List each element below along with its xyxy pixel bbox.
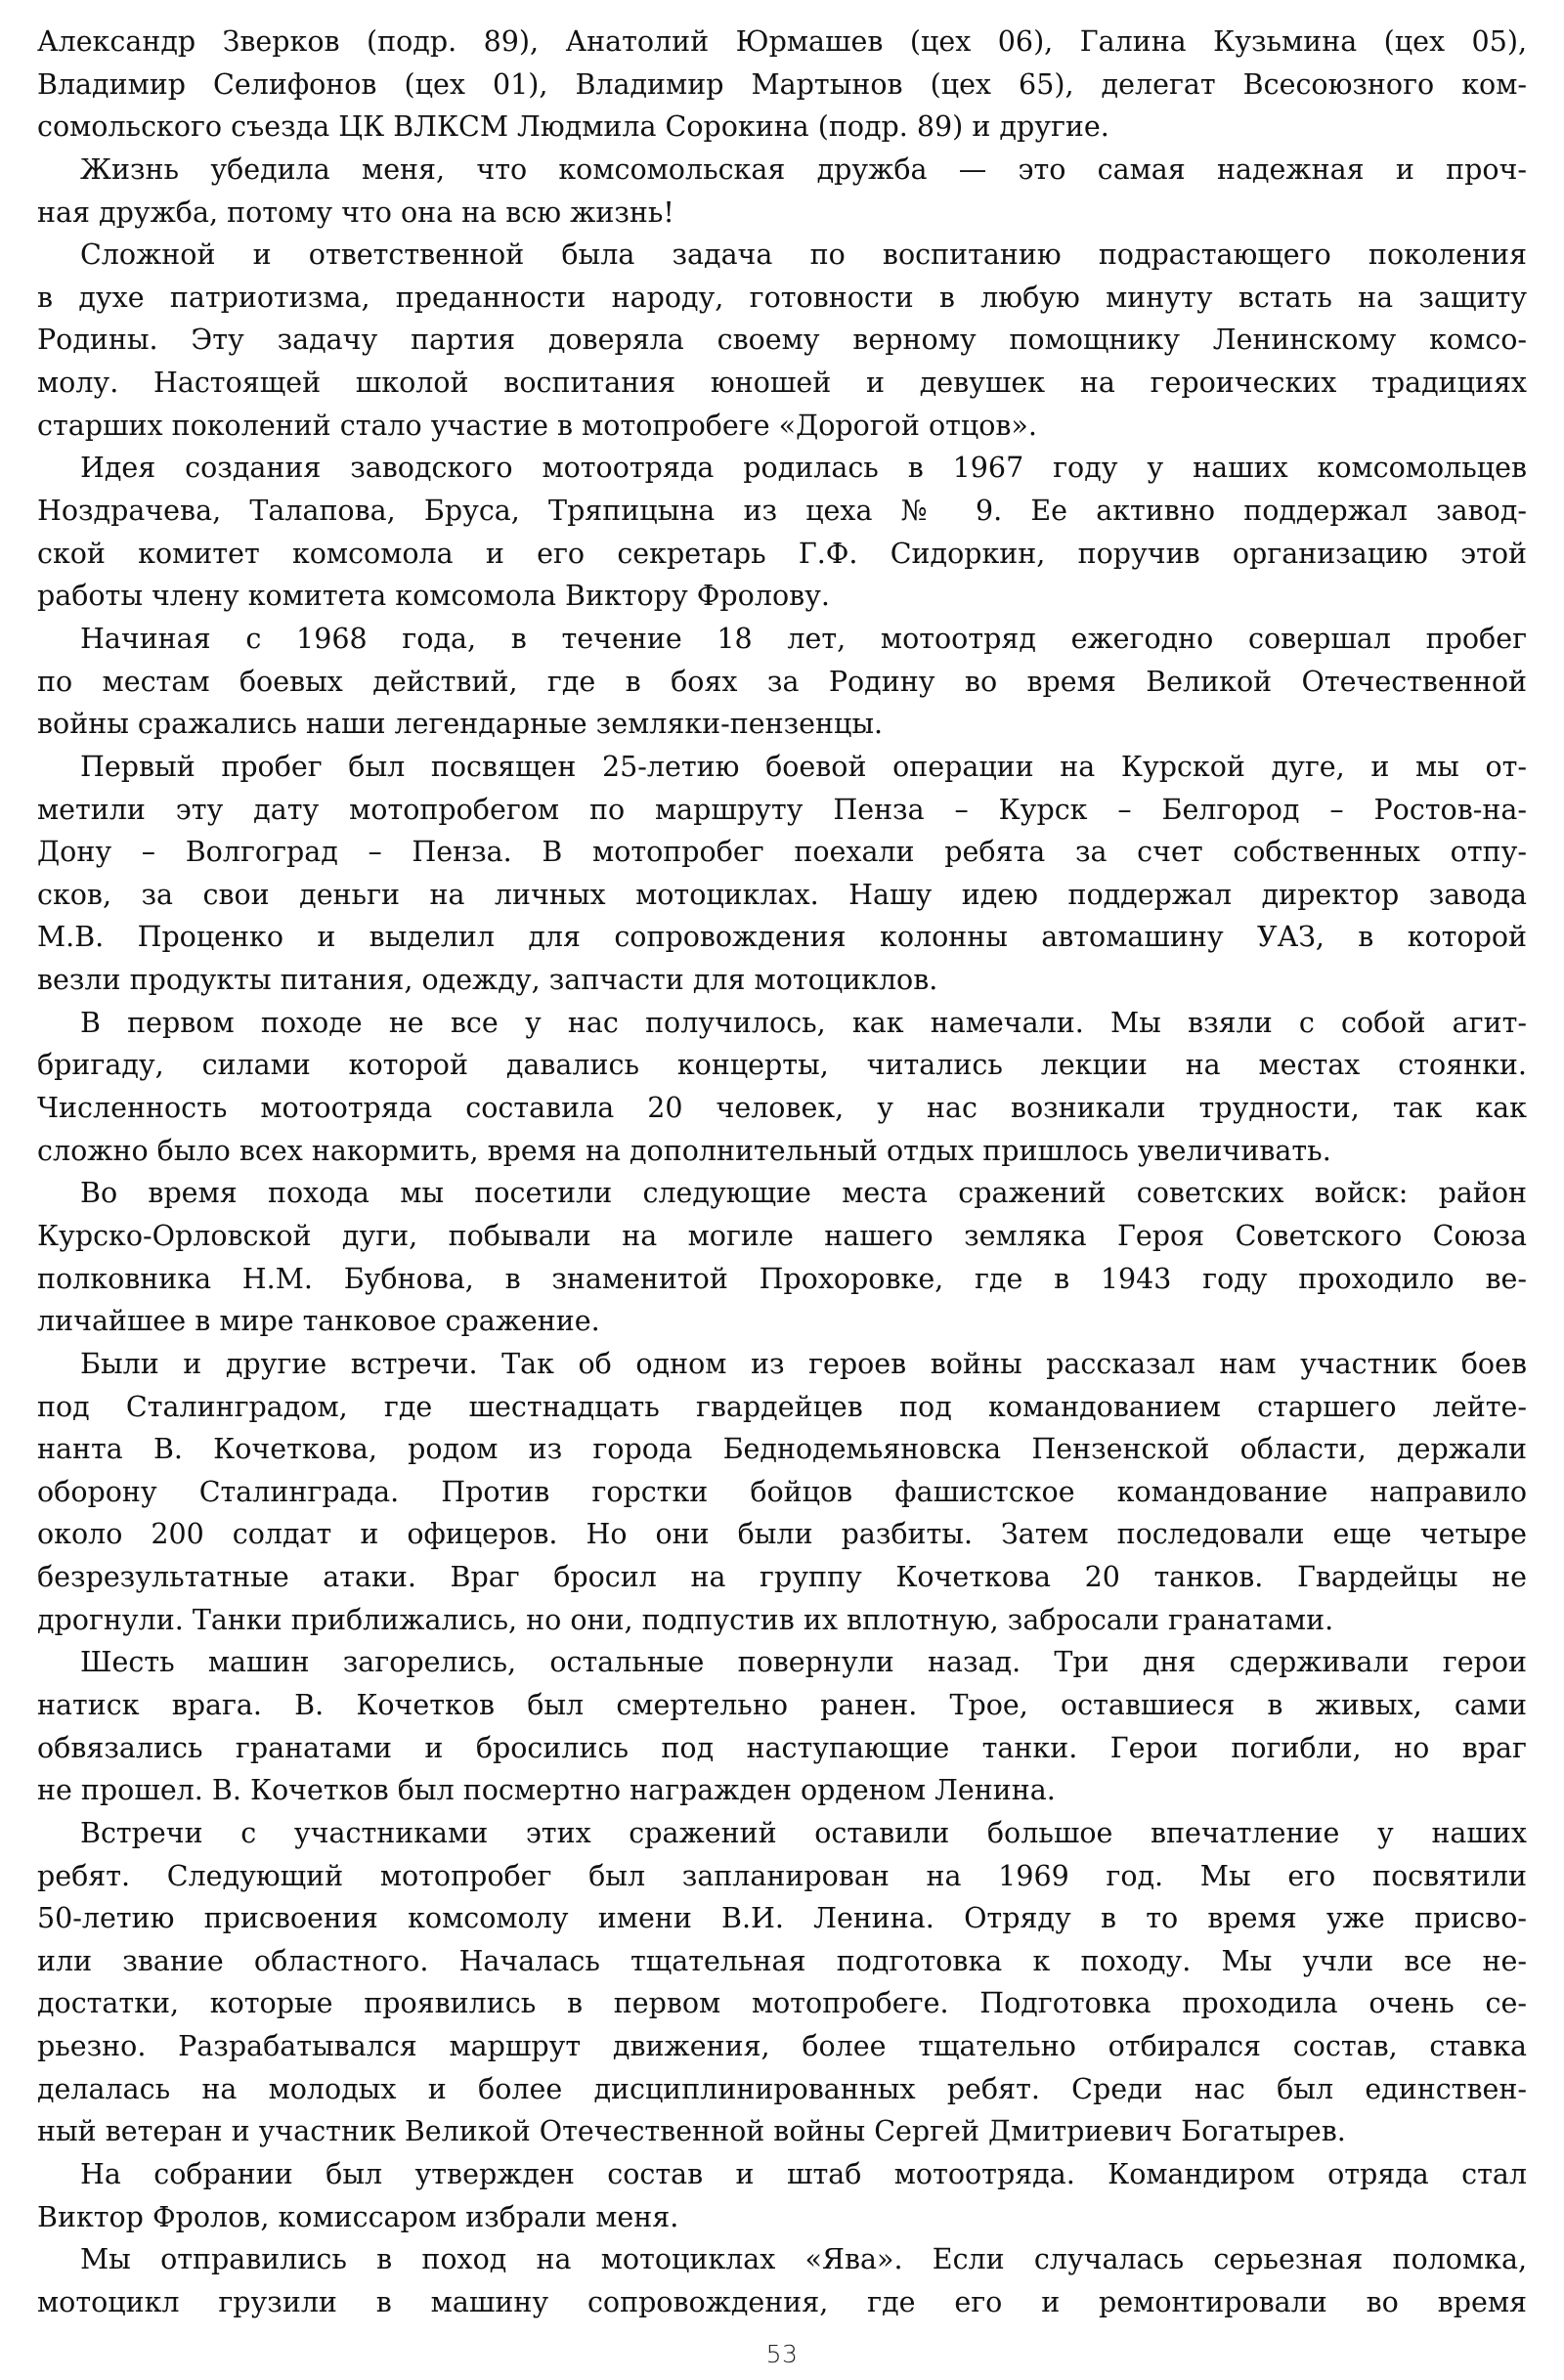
text-line: сомольского съезда ЦК ВЛКСМ Людмила Сорокина (подр. 89) и другие.: [37, 110, 1109, 144]
paragraph: [37, 2238, 1527, 2323]
text-line: сложно было всех накормить, время на дополнительный отдых пришлось увеличивать.: [37, 1134, 1331, 1167]
text-line: дрогнули. Танки приближались, но они, подпустив их вплотную, забросали гранатами.: [37, 1603, 1334, 1636]
paragraph: [37, 618, 1527, 746]
text-line: молу. Настоящей школой воспитания юношей и девушек на героических традициях: [37, 367, 1527, 400]
text-line: В первом походе не все у нас получилось, как намечали. Мы взяли с собой агит-: [80, 1006, 1527, 1039]
text-line: Численность мотоотряда составила 20 человек, у нас возникали трудности, так как: [37, 1092, 1527, 1125]
text-line: Сложной и ответственной была задача по воспитанию подрастающего поколения: [80, 238, 1527, 272]
text-line: Шесть машин загорелись, остальные повернули назад. Три дня сдерживали герои: [80, 1646, 1527, 1679]
text-line: Мы отправились в поход на мотоциклах «Ява». Если случалась серьезная поломка,: [80, 2243, 1527, 2276]
paragraph: [37, 149, 1527, 234]
text-line: Родины. Эту задачу партия доверяла своему верному помощнику Ленинскому комсо-: [37, 324, 1527, 357]
page-body-text: [37, 21, 1527, 2324]
text-line: натиск врага. В. Кочетков был смертельно ранен. Трое, оставшиеся в живых, сами: [37, 1688, 1527, 1721]
paragraph: [37, 1812, 1527, 2153]
text-line: ная дружба, потому что она на всю жизнь!: [37, 195, 674, 229]
text-line: Ноздрачева, Талапова, Бруса, Тряпицына из цеха № 9. Ее активно поддержал завод-: [37, 495, 1527, 528]
text-line: везли продукты питания, одежду, запчасти для мотоциклов.: [37, 964, 938, 997]
paragraph: [37, 447, 1527, 618]
text-line: Были и другие встречи. Так об одном из героев войны рассказал нам участник боев: [80, 1347, 1527, 1380]
text-line: ный ветеран и участник Великой Отечественной войны Сергей Дмитриевич Богатырев.: [37, 2115, 1346, 2148]
text-line: в духе патриотизма, преданности народу, готовности в любую минуту встать на защиту: [37, 281, 1527, 314]
text-line: обвязались гранатами и бросились под наступающие танки. Герои погибли, но враг: [37, 1731, 1527, 1764]
text-line: Александр Зверков (подр. 89), Анатолий Юрмашев (цех 06), Галина Кузьмина (цех 05),: [37, 25, 1527, 58]
text-line: не прошел. В. Кочетков был посмертно награжден орденом Ленина.: [37, 1774, 1056, 1807]
text-line: работы члену комитета комсомола Виктору Фролову.: [37, 580, 830, 613]
text-line: личайшее в мире танковое сражение.: [37, 1305, 600, 1338]
text-line: Виктор Фролов, комиссаром избрали меня.: [37, 2200, 679, 2233]
text-line: Начиная с 1968 года, в течение 18 лет, мотоотряд ежегодно совершал пробег: [80, 622, 1527, 655]
text-line: оборону Сталинграда. Против горстки бойцов фашистское командование направило: [37, 1475, 1527, 1508]
text-line: полковника Н.М. Бубнова, в знаменитой Прохоровке, где в 1943 году проходило ве-: [37, 1262, 1527, 1295]
text-line: М.В. Проценко и выделил для сопровождения колонны автомашину УАЗ, в которой: [37, 921, 1527, 954]
text-line: Идея создания заводского мотоотряда родилась в 1967 году у наших комсомольцев: [80, 452, 1527, 485]
paragraph: [37, 1343, 1527, 1641]
text-line: На собрании был утвержден состав и штаб мотоотряда. Командиром отряда стал: [80, 2158, 1527, 2191]
text-line: Дону – Волгоград – Пенза. В мотопробег поехали ребята за счет собственных отпу-: [37, 836, 1527, 869]
paragraph: [37, 1172, 1527, 1343]
text-line: старших поколений стало участие в мотопробеге «Дорогой отцов».: [37, 409, 1037, 442]
page-number: 53: [765, 2340, 799, 2368]
paragraph: [37, 2153, 1527, 2238]
text-line: Жизнь убедила меня, что комсомольская дружба — это самая надежная и проч-: [80, 152, 1527, 186]
text-line: под Сталинградом, где шестнадцать гвардейцев под командованием старшего лейте-: [37, 1390, 1527, 1423]
text-line: Встречи с участниками этих сражений оставили большое впечатление у наших: [80, 1816, 1527, 1849]
text-line: или звание областного. Началась тщательная подготовка к походу. Мы учли все не-: [37, 1944, 1527, 1977]
text-line: мотоцикл грузили в машину сопровождения, где его и ремонтировали во время: [37, 2285, 1527, 2318]
text-line: нанта В. Кочеткова, родом из города Беднодемьяновска Пензенской области, держали: [37, 1433, 1527, 1466]
text-line: войны сражались наши легендарные земляки-пензенцы.: [37, 708, 884, 741]
text-line: Первый пробег был посвящен 25-летию боевой операции на Курской дуге, и мы от-: [80, 750, 1527, 783]
paragraph: [37, 1002, 1527, 1173]
text-line: около 200 солдат и офицеров. Но они были разбиты. Затем последовали еще четыре: [37, 1518, 1527, 1551]
text-line: метили эту дату мотопробегом по маршруту Пенза – Курск – Белгород – Ростов-на-: [37, 793, 1527, 826]
text-line: по местам боевых действий, где в боях за Родину во время Великой Отечественной: [37, 665, 1527, 698]
text-line: делалась на молодых и более дисциплинированных ребят. Среди нас был единствен-: [37, 2072, 1527, 2105]
paragraph: [37, 1641, 1527, 1812]
text-line: Во время похода мы посетили следующие места сражений советских войск: район: [80, 1177, 1527, 1210]
text-line: бригаду, силами которой давались концерты, читались лекции на местах стоянки.: [37, 1049, 1527, 1082]
text-line: рьезно. Разрабатывался маршрут движения, более тщательно отбирался состав, ставка: [37, 2030, 1527, 2063]
text-line: Курско-Орловской дуги, побывали на могиле нашего земляка Героя Советского Союза: [37, 1219, 1527, 1252]
paragraph: [37, 234, 1527, 447]
text-line: ской комитет комсомола и его секретарь Г.Ф. Сидоркин, поручив организацию этой: [37, 537, 1527, 570]
paragraph: [37, 21, 1527, 149]
text-line: достатки, которые проявились в первом мотопробеге. Подготовка проходила очень се-: [37, 1987, 1527, 2020]
paragraph: [37, 746, 1527, 1002]
text-line: 50-летию присвоения комсомолу имени В.И. Ленина. Отряду в то время уже присво-: [37, 1902, 1527, 1935]
text-line: безрезультатные атаки. Враг бросил на группу Кочеткова 20 танков. Гвардейцы не: [37, 1561, 1527, 1594]
text-line: сков, за свои деньги на личных мотоциклах. Нашу идею поддержал директор завода: [37, 878, 1527, 911]
text-line: ребят. Следующий мотопробег был запланирован на 1969 год. Мы его посвятили: [37, 1859, 1527, 1892]
text-line: Владимир Селифонов (цех 01), Владимир Мартынов (цех 65), делегат Всесоюзного ком-: [37, 67, 1527, 101]
